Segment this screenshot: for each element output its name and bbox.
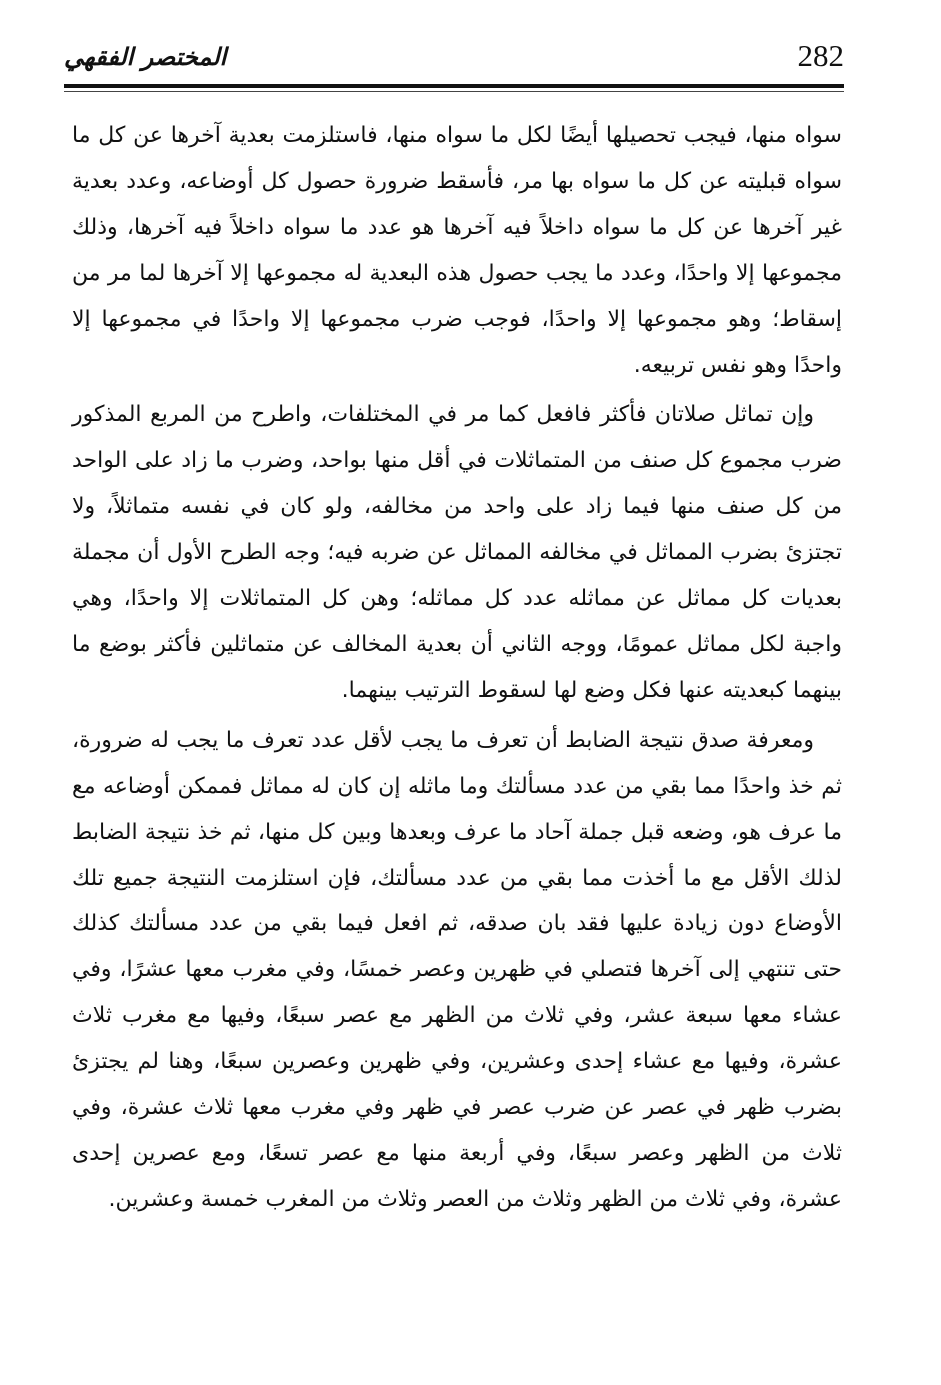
- page-header: [64, 34, 844, 84]
- paragraph-1: سواه منها، فيجب تحصيلها أيضًا لكل ما سواه منها، فاستلزمت بعدية آخرها عن كل ما سواه قبليته عن كل ما سواه بها مر، فأسقط ضرورة حصول كل أوضاعه، وعدد بعدية غير آخرها عن كل ما سواه داخلاً فيه آخرها هو عدد ما سواه داخلاً فيه آخرها، وذلك مجموعها إلا واحدًا، وعدد ما يجب حصول هذه البعدية له مجموعها إلا آخرها لما مر من إسقاط؛ وهو مجموعها إلا واحدًا، فوجب ضرب مجموعها إلا واحدًا في مجموعها إلا واحدًا وهو نفس تربيعه.: [72, 123, 842, 378]
- header-rule-thick: [64, 84, 844, 88]
- paragraph-3: ومعرفة صدق نتيجة الضابط أن تعرف ما يجب لأقل عدد تعرف ما يجب له ضرورة، ثم خذ واحدًا مما بقي من عدد مسألتك وما ماثله إن كان له مماثل فممكن أوضاعه مع ما عرف هو، وضعه قبل جملة آحاد ما عرف وبعدها وبين كل منها، ثم خذ نتيجة الضابط لذلك الأقل مع ما أخذت مما بقي من عدد مسألتك، فإن استلزمت النتيجة جميع تلك الأوضاع دون زيادة عليها فقد بان صدقه، ثم افعل فيما بقي من عدد مسألتك كذلك حتى تنتهي إلى آخرها فتصلي في ظهرين وعصر خمسًا، وفي مغرب معها عشرًا، وفي عشاء معها سبعة عشر، وفي ثلاث من الظهر مع عصر سبعًا، وفيها مع مغرب ثلاث عشرة، وفيها مع عشاء إحدى وعشرين، وفي ظهرين وعصرين سبعًا، وهنا لم يجتزئ بضرب ظهر في عصر عن ضرب عصر في ظهر وفي مغرب معها ثلاث عشرة، وفي ثلاث من الظهر وعصر سبعًا، وفي أربعة منها مع عصر تسعًا، ومع عصرين إحدى عشرة، وفي ثلاث من الظهر وثلاث من العصر وثلاث من المغرب خمسة وعشرين.: [72, 727, 842, 1212]
- header-rule-thin: [64, 91, 844, 92]
- running-title: المختصر الفقهي: [64, 43, 227, 71]
- paragraph-2: وإن تماثل صلاتان فأكثر فافعل كما مر في المختلفات، واطرح من المربع المذكور ضرب مجموع كل صنف من المتماثلات في أقل منها بواحد، وضرب ما زاد على الواحد من كل صنف منها فيما زاد على واحد من مخالفه، ولو كان في نفسه متماثلاً، ولا تجتزئ بضرب المماثل في مخالفه المماثل عن ضربه فيه؛ وجه الطرح الأول أن مجملة بعديات كل مماثل عن مماثله عدد كل مماثله؛ وهن كل المتماثلات إلا واحدًا، وهي واجبة لكل مماثل عمومًا، ووجه الثاني أن بعدية المخالف عن متماثلين فأكثر بوضع ما بينهما كبعديته عنها فكل وضع لها لسقوط الترتيب بينهما.: [72, 402, 842, 703]
- body-text: [72, 113, 842, 1227]
- page-number: 282: [797, 38, 844, 73]
